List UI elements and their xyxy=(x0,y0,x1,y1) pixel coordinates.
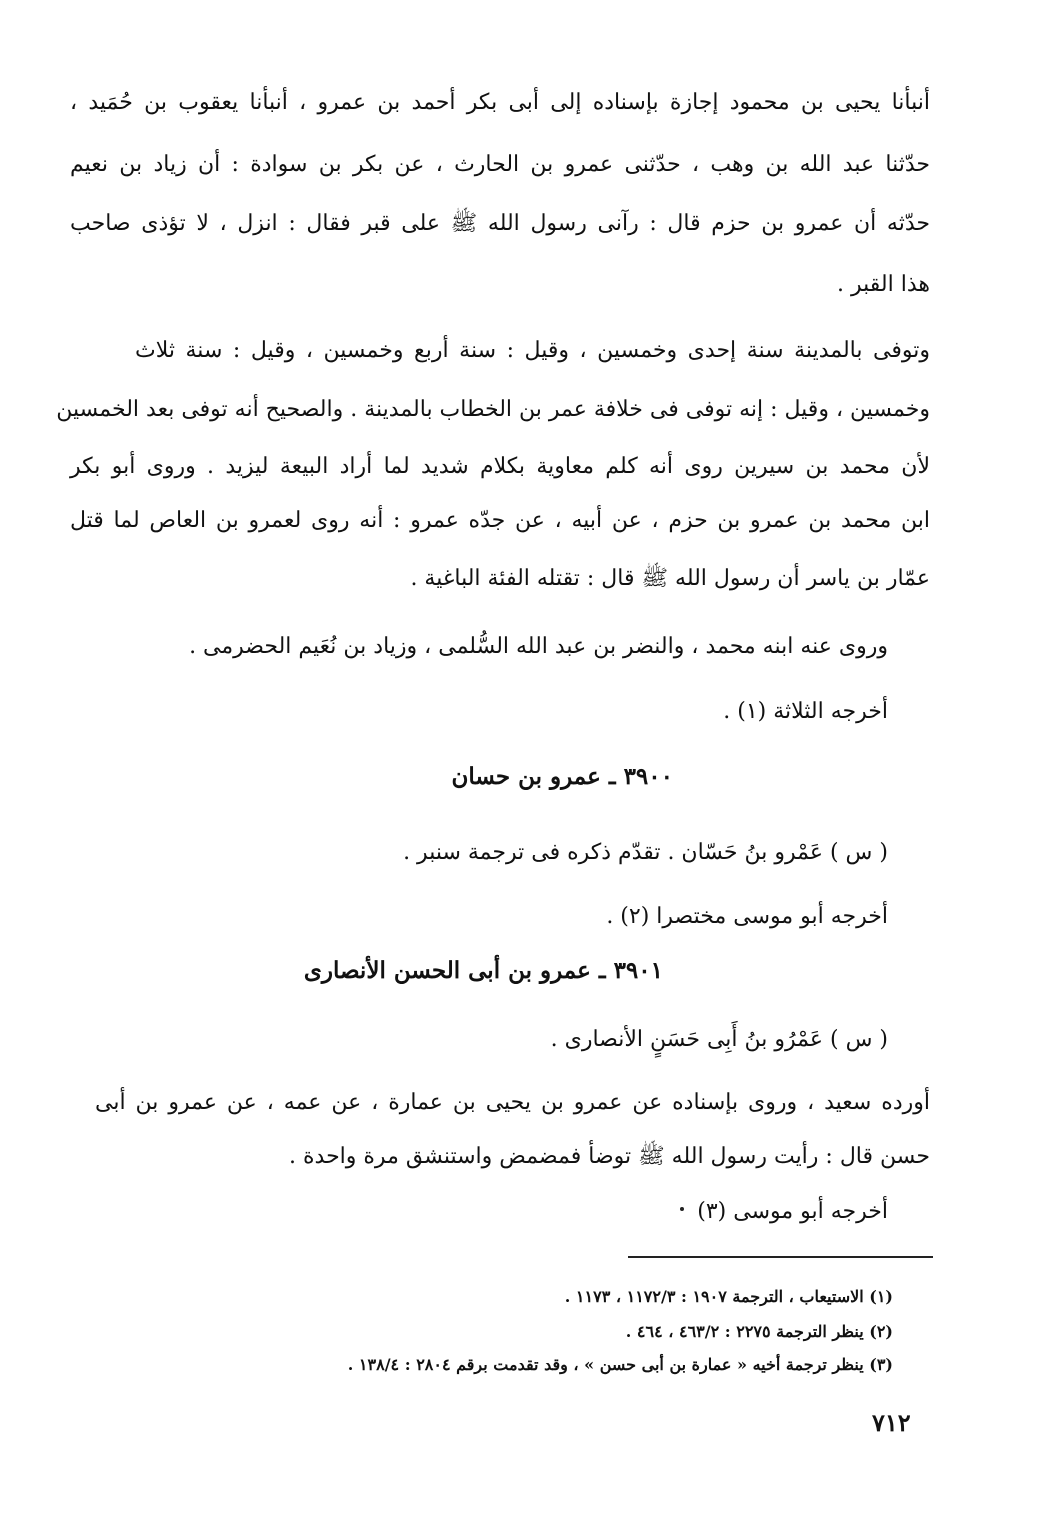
entry-text: ( س ) عَمْرو بنُ حَسّان . تقدّم ذكره فى ترجمة سنبر . xyxy=(403,840,888,865)
footnote: (٢) ينظر الترجمة ٢٢٧٥ : ٤٦٣/٢ ، ٤٦٤ . xyxy=(625,1322,893,1341)
entry-heading: ٣٩٠٠ ـ عمرو بن حسان xyxy=(451,763,673,790)
text-line: لأن محمد بن سيرين روى أنه كلم معاوية بكلام شديد لما أراد البيعة ليزيد . وروى أبو بكر xyxy=(70,454,930,479)
text-line: عمّار بن ياسر أن رسول الله ﷺ قال : تقتله الفئة الباغية . xyxy=(410,566,930,591)
entry-text: ( س ) عَمْرُو بنُ أَبِى حَسَنٍ الأنصارى . xyxy=(550,1027,888,1052)
text-line: أنبأنا يحيى بن محمود إجازة بإسناده إلى أبى بكر أحمد بن عمرو ، أنبأنا يعقوب بن حُمَيد ، xyxy=(70,90,930,115)
source-line: أخرجه أبو موسى مختصرا (٢) . xyxy=(606,904,888,929)
text-line: وروى عنه ابنه محمد ، والنضر بن عبد الله السُّلمى ، وزياد بن نُعَيم الحضرمى . xyxy=(189,634,888,659)
text-line: هذا القبر . xyxy=(837,272,930,297)
text-line: وخمسين ، وقيل : إنه توفى فى خلافة عمر بن الخطاب بالمدينة . والصحيح أنه توفى بعد الخمسين xyxy=(56,397,930,422)
footnote-divider xyxy=(628,1256,933,1258)
text-line: حدّثه أن عمرو بن حزم قال : رآنى رسول الله ﷺ على قبر فقال : انزل ، لا تؤذى صاحب xyxy=(70,211,930,236)
text-line: حدّثنا عبد الله بن وهب ، حدّثنى عمرو بن الحارث ، عن بكر بن سوادة : أن زياد بن نعيم xyxy=(70,152,930,177)
stray-mark xyxy=(680,1207,684,1211)
text-line: أورده سعيد ، وروى بإسناده عن عمرو بن يحيى بن عمارة ، عن عمه ، عن عمرو بن أبى xyxy=(95,1090,930,1115)
entry-heading: ٣٩٠١ ـ عمرو بن أبى الحسن الأنصارى xyxy=(303,957,663,984)
text-line: وتوفى بالمدينة سنة إحدى وخمسين ، وقيل : سنة أربع وخمسين ، وقيل : سنة ثلاث xyxy=(135,338,930,363)
text-line: حسن قال : رأيت رسول الله ﷺ توضأ فمضمض واستنشق مرة واحدة . xyxy=(289,1144,930,1169)
text-line: ابن محمد بن عمرو بن حزم ، عن أبيه ، عن جدّه عمرو : أنه روى لعمرو بن العاص لما قتل xyxy=(70,508,930,533)
page-number: ٧١٢ xyxy=(872,1408,911,1437)
source-line: أخرجه الثلاثة (١) . xyxy=(723,699,888,724)
footnote: (١) الاستيعاب ، الترجمة ١٩٠٧ : ١١٧٢/٣ ، ١١٧٣ . xyxy=(564,1287,893,1306)
source-line: أخرجه أبو موسى (٣) xyxy=(697,1199,888,1224)
footnote: (٣) ينظر ترجمة أخيه « عمارة بن أبى حسن » ، وقد تقدمت برقم ٢٨٠٤ : ١٣٨/٤ . xyxy=(347,1355,893,1374)
